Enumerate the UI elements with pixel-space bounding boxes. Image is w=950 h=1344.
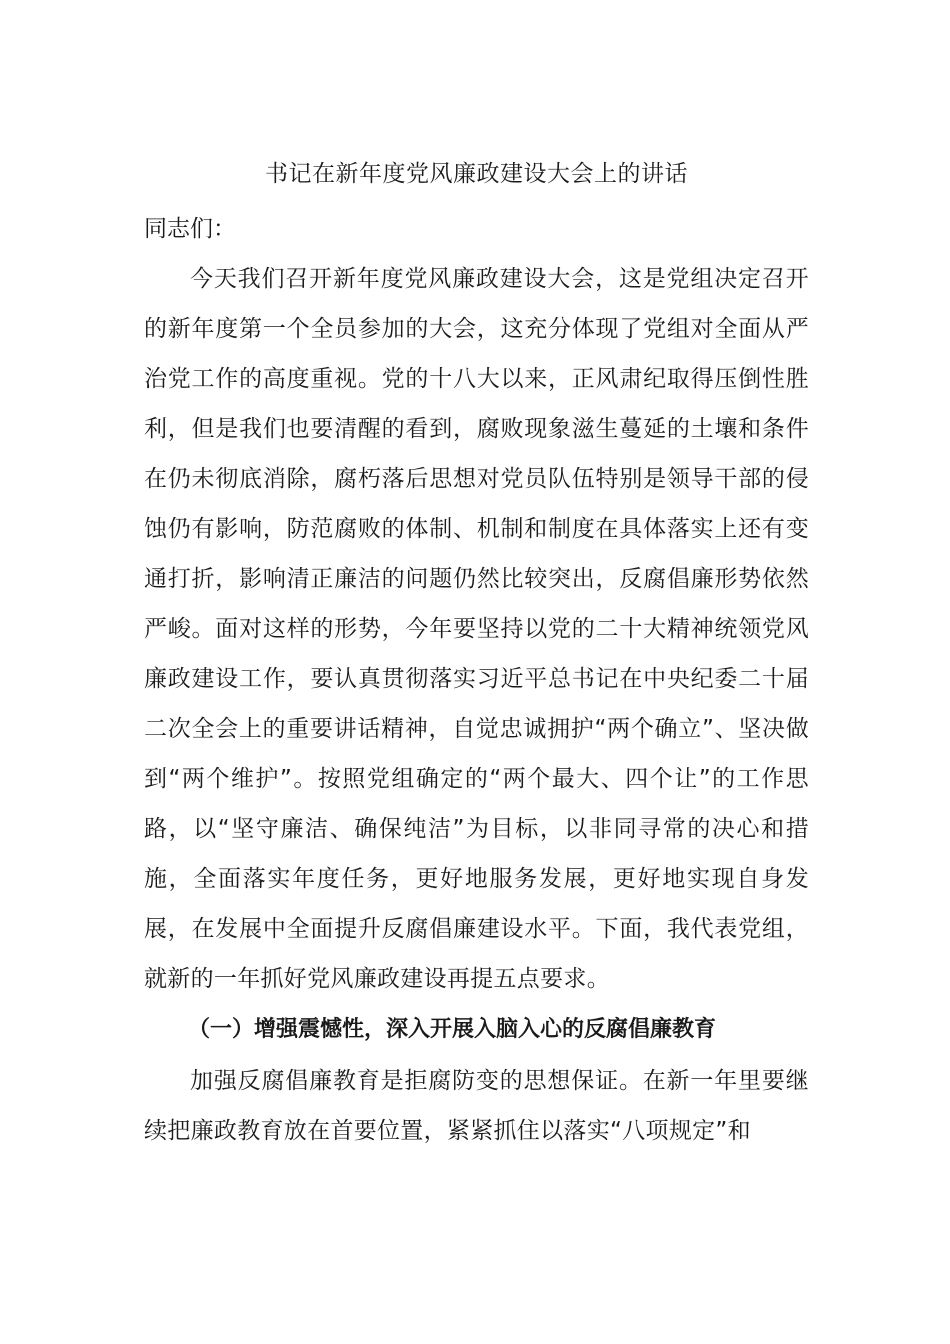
document-title: 书记在新年度党风廉政建设大会上的讲话 — [265, 161, 688, 187]
section-1-paragraph: 加强反腐倡廉教育是拒腐防变的思想保证。在新一年里要继续把廉政教育放在首要位置，紧紧抓住以落实“八项规定”和 — [144, 1068, 809, 1144]
salutation: 同志们： — [144, 216, 236, 242]
intro-paragraph: 今天我们召开新年度党风廉政建设大会，这是党组决定召开的新年度第一个全员参加的大会，这充分体现了党组对全面从严治党工作的高度重视。党的十八大以来，正风肃纪取得压倒性胜利，但是我们也要清醒的看到，腐败现象滋生蔓延的土壤和条件在仍未彻底消除，腐朽落后思想对党员队伍特别是领导干部的侵蚀仍有影响，防范腐败的体制、机制和制度在具体落实上还有变通打折，影响清正廉洁的问题仍然比较突出，反腐倡廉形势依然严峻。面对这样的形势，今年要坚持以党的二十大精神统领党风廉政建设工作，要认真贯彻落实习近平总书记在中央纪委二十届二次全会上的重要讲话精神，自觉忠诚拥护“两个确立”、坚决做到“两个维护”。按照党组确定的“两个最大、四个让”的工作思路，以“坚守廉洁、确保纯洁”为目标，以非同寻常的决心和措施，全面落实年度任务，更好地服务发展，更好地实现自身发展，在发展中全面提升反腐倡廉建设水平。下面，我代表党组，就新的一年抓好党风廉政建设再提五点要求。 — [144, 266, 809, 992]
document-body — [144, 148, 809, 1156]
section-heading-1: （一）增强震憾性，深入开展入脑入心的反腐倡廉教育 — [188, 1017, 717, 1042]
